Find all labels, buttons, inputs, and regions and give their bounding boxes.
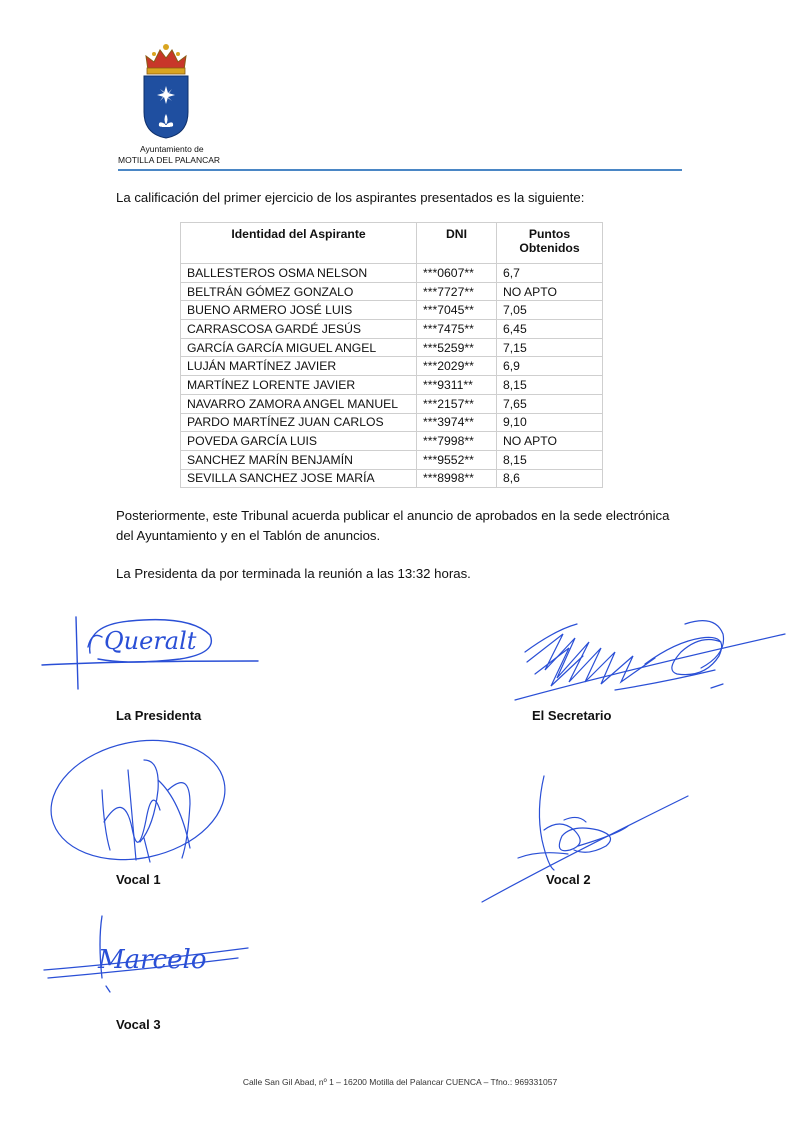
applicant-dni: ***9552** [417,450,497,469]
vocal-2-label: Vocal 2 [546,872,591,887]
table-row [181,338,603,357]
applicant-points: 6,9 [497,357,603,376]
applicant-name: BUENO ARMERO JOSÉ LUIS [181,301,417,320]
applicant-name: MARTÍNEZ LORENTE JAVIER [181,376,417,395]
secretary-signature [505,612,790,712]
table-row [181,264,603,283]
vocal-1-signature [40,730,230,880]
president-signature [40,605,270,700]
applicant-points: 8,15 [497,376,603,395]
table-header-row [181,223,603,264]
table-row [181,469,603,488]
applicant-name: CARRASCOSA GARDÉ JESÚS [181,320,417,339]
table-row [181,376,603,395]
publication-paragraph-line-1: Posteriormente, este Tribunal acuerda publicar el anuncio de aprobados en la sede electrónica [116,508,670,523]
applicant-name: POVEDA GARCÍA LUIS [181,432,417,451]
table-row [181,301,603,320]
vocal-3-label: Vocal 3 [116,1017,161,1032]
applicant-dni: ***7727** [417,282,497,301]
publication-paragraph-line-2: del Ayuntamiento y en el Tablón de anuncios. [116,528,381,543]
publication-paragraph [116,506,696,546]
applicant-dni: ***7998** [417,432,497,451]
applicant-points: 7,15 [497,338,603,357]
applicant-dni: ***9311** [417,376,497,395]
applicant-name: GARCÍA GARCÍA MIGUEL ANGEL [181,338,417,357]
applicant-points: 6,7 [497,264,603,283]
table-row [181,394,603,413]
applicant-name: NAVARRO ZAMORA ANGEL MANUEL [181,394,417,413]
applicant-dni: ***0607** [417,264,497,283]
applicant-dni: ***8998** [417,469,497,488]
applicant-dni: ***3974** [417,413,497,432]
table-row [181,450,603,469]
applicant-points: NO APTO [497,432,603,451]
table-row [181,432,603,451]
applicant-points: 7,05 [497,301,603,320]
applicant-name: SEVILLA SANCHEZ JOSE MARÍA [181,469,417,488]
applicant-points: 8,15 [497,450,603,469]
applicant-dni: ***5259** [417,338,497,357]
applicant-name: PARDO MARTÍNEZ JUAN CARLOS [181,413,417,432]
vocal-3-signature-text: Marcelo [98,945,207,975]
vocal-3-signature [40,912,255,997]
page-footer: Calle San Gil Abad, nº 1 – 16200 Motilla del Palancar CUENCA – Tfno.: 969331057 [242,1077,558,1087]
closing-paragraph: La Presidenta da por terminada la reunión a las 13:32 horas. [116,566,471,581]
header-points-line-1: Puntos [528,227,571,241]
applicant-points: 7,65 [497,394,603,413]
president-label: La Presidenta [116,708,202,723]
secretary-label: El Secretario [532,708,612,723]
vocal-1-label: Vocal 1 [116,872,161,887]
applicant-name: BALLESTEROS OSMA NELSON [181,264,417,283]
applicant-points: NO APTO [497,282,603,301]
applicant-dni: ***2029** [417,357,497,376]
table-row [181,282,603,301]
results-table [180,222,603,488]
intro-text: La calificación del primer ejercicio de los aspirantes presentados es la siguiente: [116,190,585,205]
applicant-dni: ***7475** [417,320,497,339]
org-line-2: MOTILLA DEL PALANCAR [118,155,221,165]
table-row [181,357,603,376]
header-points [497,223,603,264]
org-line-1: Ayuntamiento de [140,144,204,154]
table-row [181,320,603,339]
applicant-points: 9,10 [497,413,603,432]
table-row [181,413,603,432]
applicant-dni: ***7045** [417,301,497,320]
coat-of-arms-icon [136,40,196,140]
header-identity: Identidad del Aspirante [181,223,417,264]
applicant-dni: ***2157** [417,394,497,413]
applicant-points: 8,6 [497,469,603,488]
applicant-points: 6,45 [497,320,603,339]
header-dni: DNI [417,223,497,264]
applicant-name: SANCHEZ MARÍN BENJAMÍN [181,450,417,469]
applicant-name: BELTRÁN GÓMEZ GONZALO [181,282,417,301]
president-signature-text: Queralt [104,627,197,655]
header-points-line-2: Obtenidos [519,241,580,255]
header-divider [118,169,682,171]
applicant-name: LUJÁN MARTÍNEZ JAVIER [181,357,417,376]
